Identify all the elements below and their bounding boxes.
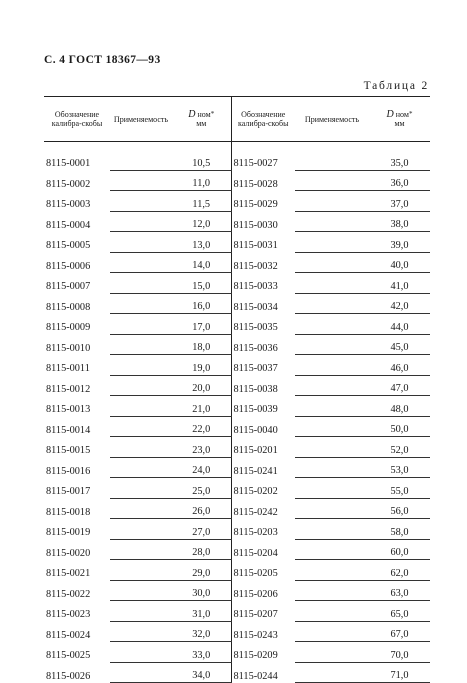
code-cell <box>44 642 110 663</box>
gauge-code: 8115-0020 <box>46 547 91 559</box>
usage-cell <box>295 211 369 232</box>
gauge-code: 8115-0032 <box>233 260 278 272</box>
code-cell <box>231 580 295 601</box>
nominal-dimension: 53,0 <box>390 465 409 476</box>
code-cell <box>44 437 110 458</box>
code-cell <box>44 457 110 478</box>
gauge-code: 8115-0031 <box>233 240 278 251</box>
table-row <box>44 232 430 253</box>
code-cell <box>231 437 295 458</box>
nominal-dimension: 26,0 <box>192 506 211 517</box>
table-row <box>44 252 430 273</box>
table-row <box>44 478 430 499</box>
code-cell <box>44 478 110 499</box>
table-row <box>44 642 430 663</box>
code-cell <box>44 519 110 540</box>
nominal-dimension: 33,0 <box>192 649 211 661</box>
gauge-code: 8115-0037 <box>233 363 278 374</box>
gauge-code: 8115-0022 <box>46 588 91 600</box>
dim-cell <box>369 375 430 396</box>
dim-cell <box>369 601 430 622</box>
col-header-usage-2: Применяемость <box>295 97 369 142</box>
dim-cell <box>172 457 231 478</box>
gauge-code: 8115-0204 <box>233 547 278 559</box>
usage-cell <box>110 457 172 478</box>
nominal-dimension: 30,0 <box>192 588 211 599</box>
usage-cell <box>295 519 369 540</box>
usage-cell <box>295 396 369 417</box>
dim-cell <box>172 293 231 314</box>
usage-cell <box>110 416 172 437</box>
gauge-code: 8115-0025 <box>46 650 91 661</box>
gauge-code: 8115-0002 <box>46 178 91 190</box>
gauge-code: 8115-0011 <box>46 363 90 374</box>
usage-cell <box>110 375 172 396</box>
nominal-dimension: 27,0 <box>192 526 211 538</box>
usage-cell <box>295 601 369 622</box>
nominal-dimension: 71,0 <box>390 670 409 681</box>
gauge-code: 8115-0241 <box>233 465 278 477</box>
col-header-code: Обозначение калибра-скобы <box>44 97 110 142</box>
table-row <box>44 539 430 560</box>
gauge-code: 8115-0040 <box>233 424 278 436</box>
gauge-code: 8115-0007 <box>46 281 91 292</box>
gauge-code: 8115-0005 <box>46 240 91 251</box>
code-cell <box>44 355 110 376</box>
dim-cell <box>172 621 231 642</box>
code-cell <box>231 560 295 581</box>
usage-cell <box>110 191 172 212</box>
nominal-dimension: 19,0 <box>192 362 211 374</box>
usage-cell <box>110 519 172 540</box>
code-cell <box>44 211 110 232</box>
nominal-dimension: 22,0 <box>192 424 211 435</box>
table-row <box>44 273 430 294</box>
usage-cell <box>295 560 369 581</box>
usage-cell <box>295 478 369 499</box>
dim-cell <box>369 396 430 417</box>
nominal-dimension: 25,0 <box>192 485 211 497</box>
code-cell <box>231 642 295 663</box>
code-cell <box>44 142 110 171</box>
dim-cell <box>369 191 430 212</box>
nominal-dimension: 55,0 <box>390 485 409 497</box>
dim-cell <box>172 478 231 499</box>
nominal-dimension: 52,0 <box>390 444 409 456</box>
gauge-code: 8115-0009 <box>46 322 91 333</box>
dim-cell <box>369 437 430 458</box>
table-row <box>44 191 430 212</box>
code-cell <box>44 314 110 335</box>
code-cell <box>231 334 295 355</box>
usage-cell <box>295 375 369 396</box>
gauge-code: 8115-0004 <box>46 219 91 231</box>
dim-cell <box>369 498 430 519</box>
nominal-dimension: 31,0 <box>192 608 211 620</box>
nominal-dimension: 11,5 <box>192 198 211 210</box>
usage-cell <box>110 580 172 601</box>
usage-cell <box>295 355 369 376</box>
nominal-dimension: 58,0 <box>390 526 409 538</box>
gauge-code: 8115-0026 <box>46 670 91 682</box>
nominal-dimension: 14,0 <box>192 260 211 271</box>
dim-cell <box>369 580 430 601</box>
dim-cell <box>172 498 231 519</box>
code-cell <box>44 662 110 683</box>
dim-cell <box>172 232 231 253</box>
code-cell <box>44 273 110 294</box>
usage-cell <box>295 191 369 212</box>
code-cell <box>231 170 295 191</box>
dim-cell <box>172 170 231 191</box>
table-row <box>44 601 430 622</box>
gauge-code: 8115-0205 <box>233 568 278 579</box>
gauge-code: 8115-0016 <box>46 465 91 477</box>
nominal-dimension: 46,0 <box>390 362 409 374</box>
usage-cell <box>110 437 172 458</box>
gauge-code: 8115-0038 <box>233 383 278 395</box>
usage-cell <box>110 355 172 376</box>
usage-cell <box>295 314 369 335</box>
code-cell <box>231 375 295 396</box>
code-cell <box>44 621 110 642</box>
dim-cell <box>172 416 231 437</box>
table-row <box>44 498 430 519</box>
code-cell <box>231 457 295 478</box>
code-cell <box>44 232 110 253</box>
usage-cell <box>110 601 172 622</box>
nominal-dimension: 41,0 <box>390 280 409 292</box>
gauge-code: 8115-0035 <box>233 322 278 333</box>
gauge-code: 8115-0001 <box>46 158 91 169</box>
nominal-dimension: 13,0 <box>192 239 211 251</box>
code-cell <box>231 478 295 499</box>
usage-cell <box>295 621 369 642</box>
usage-cell <box>110 396 172 417</box>
dim-cell <box>172 314 231 335</box>
dim-cell <box>369 170 430 191</box>
nominal-dimension: 47,0 <box>390 383 409 394</box>
dim-cell <box>369 478 430 499</box>
nominal-dimension: 65,0 <box>390 608 409 620</box>
dim-cell <box>172 642 231 663</box>
usage-cell <box>110 170 172 191</box>
dim-cell <box>172 211 231 232</box>
table-row <box>44 580 430 601</box>
col-header-dim: D ном* мм <box>172 97 231 142</box>
gauge-code: 8115-0003 <box>46 199 91 210</box>
dim-cell <box>172 191 231 212</box>
dim-cell <box>369 293 430 314</box>
dim-cell <box>172 519 231 540</box>
nominal-dimension: 21,0 <box>192 403 211 415</box>
gauge-code: 8115-0014 <box>46 424 91 436</box>
usage-cell <box>295 539 369 560</box>
table-row <box>44 560 430 581</box>
table-row <box>44 416 430 437</box>
nominal-dimension: 12,0 <box>192 219 211 230</box>
code-cell <box>44 334 110 355</box>
table-row <box>44 142 430 171</box>
gauge-code: 8115-0028 <box>233 178 278 190</box>
code-cell <box>44 539 110 560</box>
dim-cell <box>172 396 231 417</box>
col-header-usage: Применяемость <box>110 97 172 142</box>
gauge-code: 8115-0039 <box>233 404 278 415</box>
code-cell <box>44 498 110 519</box>
table-row <box>44 519 430 540</box>
nominal-dimension: 11,0 <box>192 178 211 189</box>
nominal-dimension: 34,0 <box>192 670 211 681</box>
usage-cell <box>110 642 172 663</box>
dim-cell <box>369 662 430 683</box>
code-cell <box>231 314 295 335</box>
code-cell <box>44 375 110 396</box>
dim-cell <box>172 601 231 622</box>
usage-cell <box>110 211 172 232</box>
gauge-code: 8115-0010 <box>46 342 91 354</box>
nominal-dimension: 28,0 <box>192 547 211 558</box>
table-label: Таблица 2 <box>363 80 429 92</box>
nominal-dimension: 62,0 <box>390 567 409 579</box>
usage-cell <box>110 334 172 355</box>
nominal-dimension: 37,0 <box>390 198 409 210</box>
dim-cell <box>369 621 430 642</box>
gauge-code: 8115-0017 <box>46 486 91 497</box>
usage-cell <box>295 498 369 519</box>
gauge-code: 8115-0013 <box>46 404 91 415</box>
dim-cell <box>369 642 430 663</box>
dim-cell <box>369 519 430 540</box>
usage-cell <box>110 314 172 335</box>
page-header: С. 4 ГОСТ 18367—93 <box>44 54 161 66</box>
code-cell <box>231 396 295 417</box>
dim-cell <box>369 355 430 376</box>
code-cell <box>44 416 110 437</box>
dim-cell <box>172 142 231 171</box>
nominal-dimension: 67,0 <box>390 629 409 640</box>
table-row <box>44 334 430 355</box>
nominal-dimension: 16,0 <box>192 301 211 312</box>
gauge-code: 8115-0036 <box>233 342 278 354</box>
gauge-code: 8115-0243 <box>233 629 278 641</box>
nominal-dimension: 50,0 <box>390 424 409 435</box>
table-row <box>44 662 430 683</box>
nominal-dimension: 39,0 <box>390 239 409 251</box>
nominal-dimension: 45,0 <box>390 342 409 353</box>
usage-cell <box>295 416 369 437</box>
usage-cell <box>110 232 172 253</box>
dim-cell <box>369 252 430 273</box>
dim-cell <box>172 580 231 601</box>
dim-cell <box>369 211 430 232</box>
nominal-dimension: 35,0 <box>390 157 409 169</box>
table-row <box>44 437 430 458</box>
code-cell <box>231 142 295 171</box>
usage-cell <box>110 621 172 642</box>
usage-cell <box>110 142 172 171</box>
nominal-dimension: 18,0 <box>192 342 211 353</box>
code-cell <box>44 170 110 191</box>
code-cell <box>231 416 295 437</box>
usage-cell <box>295 642 369 663</box>
gauge-code: 8115-0029 <box>233 199 278 210</box>
code-cell <box>231 621 295 642</box>
gauge-code: 8115-0023 <box>46 609 91 620</box>
nominal-dimension: 38,0 <box>390 219 409 230</box>
usage-cell <box>110 273 172 294</box>
nominal-dimension: 40,0 <box>390 260 409 271</box>
usage-cell <box>295 334 369 355</box>
col-header-dim-2: D ном* мм <box>369 97 430 142</box>
dim-cell <box>369 314 430 335</box>
code-cell <box>44 396 110 417</box>
dim-cell <box>172 662 231 683</box>
dim-cell <box>369 416 430 437</box>
gauge-code: 8115-0012 <box>46 383 91 395</box>
code-cell <box>231 232 295 253</box>
code-cell <box>44 560 110 581</box>
gauge-code: 8115-0021 <box>46 568 91 579</box>
gauge-code: 8115-0203 <box>233 527 278 538</box>
dim-cell <box>172 539 231 560</box>
nominal-dimension: 60,0 <box>390 547 409 558</box>
usage-cell <box>295 170 369 191</box>
dim-cell <box>172 355 231 376</box>
code-cell <box>44 601 110 622</box>
code-cell <box>44 252 110 273</box>
dim-cell <box>172 334 231 355</box>
usage-cell <box>110 498 172 519</box>
col-header-code-2: Обозначение калибра-скобы <box>231 97 295 142</box>
table-row <box>44 621 430 642</box>
nominal-dimension: 17,0 <box>192 321 211 333</box>
gauge-code: 8115-0006 <box>46 260 91 272</box>
dim-cell <box>369 560 430 581</box>
gauge-code: 8115-0024 <box>46 629 91 641</box>
table-row <box>44 375 430 396</box>
nominal-dimension: 20,0 <box>192 383 211 394</box>
dim-cell <box>369 539 430 560</box>
usage-cell <box>295 580 369 601</box>
usage-cell <box>295 273 369 294</box>
code-cell <box>231 662 295 683</box>
nominal-dimension: 56,0 <box>390 506 409 517</box>
gauge-code: 8115-0242 <box>233 506 278 518</box>
code-cell <box>231 519 295 540</box>
gauge-code: 8115-0207 <box>233 609 278 620</box>
gauge-code: 8115-0034 <box>233 301 278 313</box>
usage-cell <box>295 662 369 683</box>
code-cell <box>44 191 110 212</box>
code-cell <box>231 498 295 519</box>
table-header-row <box>44 97 430 142</box>
dim-cell <box>369 457 430 478</box>
nominal-dimension: 32,0 <box>192 629 211 640</box>
code-cell <box>231 191 295 212</box>
gauge-code: 8115-0018 <box>46 506 91 518</box>
usage-cell <box>295 293 369 314</box>
usage-cell <box>295 232 369 253</box>
usage-cell <box>295 252 369 273</box>
dim-cell <box>172 375 231 396</box>
nominal-dimension: 10,5 <box>192 157 211 169</box>
nominal-dimension: 42,0 <box>390 301 409 312</box>
code-cell <box>231 211 295 232</box>
code-cell <box>44 580 110 601</box>
code-cell <box>231 293 295 314</box>
nominal-dimension: 36,0 <box>390 178 409 189</box>
dim-cell <box>172 252 231 273</box>
gauge-code: 8115-0019 <box>46 527 91 538</box>
table-row <box>44 457 430 478</box>
nominal-dimension: 24,0 <box>192 465 211 476</box>
gauge-code: 8115-0202 <box>233 486 278 497</box>
gauge-code: 8115-0015 <box>46 445 91 456</box>
nominal-dimension: 63,0 <box>390 588 409 599</box>
gauge-code: 8115-0027 <box>233 158 278 169</box>
table-row <box>44 355 430 376</box>
dim-cell <box>172 560 231 581</box>
nominal-dimension: 23,0 <box>192 444 211 456</box>
table-row <box>44 293 430 314</box>
table-row <box>44 211 430 232</box>
gauge-code: 8115-0030 <box>233 219 278 231</box>
nominal-dimension: 70,0 <box>390 649 409 661</box>
dim-cell <box>369 232 430 253</box>
gauge-code: 8115-0209 <box>233 650 278 661</box>
usage-cell <box>110 478 172 499</box>
code-cell <box>231 252 295 273</box>
gauge-code: 8115-0201 <box>233 445 278 456</box>
usage-cell <box>110 560 172 581</box>
code-cell <box>231 355 295 376</box>
gauge-table <box>44 96 430 683</box>
gauge-code: 8115-0033 <box>233 281 278 292</box>
code-cell <box>231 273 295 294</box>
gauge-code: 8115-0206 <box>233 588 278 600</box>
gauge-code: 8115-0008 <box>46 301 91 313</box>
nominal-dimension: 15,0 <box>192 280 211 292</box>
dim-cell <box>369 334 430 355</box>
usage-cell <box>295 142 369 171</box>
code-cell <box>44 293 110 314</box>
nominal-dimension: 48,0 <box>390 403 409 415</box>
nominal-dimension: 29,0 <box>192 567 211 579</box>
table-row <box>44 396 430 417</box>
code-cell <box>231 539 295 560</box>
usage-cell <box>110 252 172 273</box>
gauge-code: 8115-0244 <box>233 670 278 682</box>
usage-cell <box>110 662 172 683</box>
usage-cell <box>295 437 369 458</box>
nominal-dimension: 44,0 <box>390 321 409 333</box>
code-cell <box>231 601 295 622</box>
table-row <box>44 170 430 191</box>
usage-cell <box>110 293 172 314</box>
dim-cell <box>172 437 231 458</box>
dim-cell <box>369 142 430 171</box>
usage-cell <box>295 457 369 478</box>
usage-cell <box>110 539 172 560</box>
table-row <box>44 314 430 335</box>
dim-cell <box>172 273 231 294</box>
dim-cell <box>369 273 430 294</box>
